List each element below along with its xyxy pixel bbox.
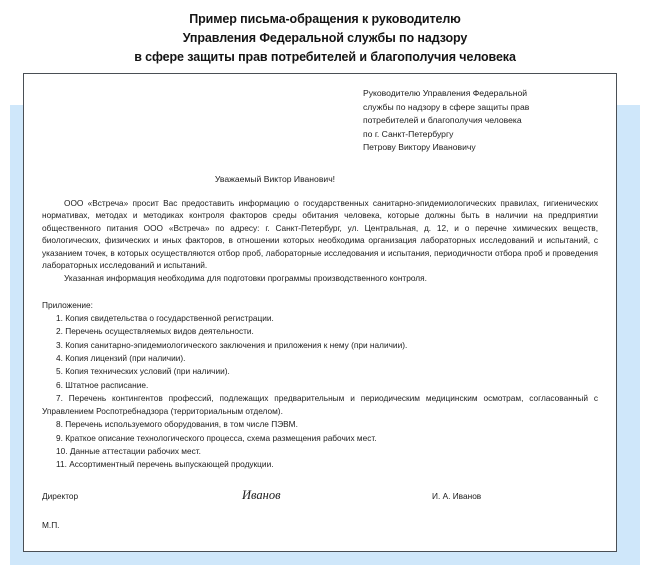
addressee-line-1: Руководителю Управления Федеральной	[363, 88, 528, 98]
attachments-heading: Приложение:	[42, 299, 93, 310]
body-paragraph-2: Указанная информация необходима для подготовки программы производственного контроля.	[64, 273, 427, 284]
attachment-item: 1. Копия свидетельства о государственной регистрации.	[56, 313, 274, 324]
addressee-block	[363, 87, 588, 155]
attachment-item: 6. Штатное расписание.	[56, 379, 149, 390]
attachment-item: 10. Данные аттестации рабочих мест.	[56, 446, 201, 457]
page-title-line-3: в сфере защиты прав потребителей и благополучия человека	[134, 50, 516, 64]
signature-row	[42, 487, 598, 507]
attachment-item: 7. Перечень контингентов профессий, подлежащих предварительным и периодическим медицинским осмотрам, согласованный с Управлением Роспотребнадзора (территориальным отделом).	[42, 392, 598, 417]
addressee-line-3: потребителей и благополучия человека	[363, 115, 522, 126]
stamp-place-note: М.П.	[42, 519, 60, 530]
greeting-line: Уважаемый Виктор Иванович!	[214, 173, 336, 184]
letter-content	[24, 74, 616, 551]
attachment-item: 3. Копия санитарно-эпидемиологического заключения и приложения к нему (при наличии).	[56, 339, 408, 350]
addressee-recipient-name: Петрову Виктору Ивановичу	[363, 142, 476, 153]
attachment-item: 9. Краткое описание технологического процесса, схема размещения рабочих мест.	[56, 432, 377, 443]
addressee-line-4: по г. Санкт-Петербургу	[363, 128, 454, 139]
handwritten-signature: Иванов	[242, 487, 281, 502]
attachment-item: 2. Перечень осуществляемых видов деятельности.	[56, 326, 254, 337]
attachment-item: 8. Перечень используемого оборудования, в том числе ПЭВМ.	[56, 419, 298, 430]
signatory-name: И. А. Иванов	[432, 490, 482, 501]
attachment-item: 11. Ассортиментный перечень выпускающей продукции.	[56, 459, 274, 470]
attachment-item: 4. Копия лицензий (при наличии).	[56, 353, 186, 363]
attachments-block	[42, 299, 598, 472]
body-paragraph-1: ООО «Встреча» просит Вас предоставить информацию о государственных санитарно-эпидемиологических правилах, гигиенических нормативах, методах и методиках контроля факторов среды обитания человека, которые должны быть в наличии на предприятии общественного питания ООО «Встреча» по адресу: г. Санкт-Петербург, ул. Центральная, д. 12, и о перечне химических веществ, биологических, физических и иных факторов, в отношении которых необходима организация лабораторных исследований и испытаний, с указанием точек, в которых осуществляются отбор проб, лабораторные исследования и испытания, периодичности отбора проб и проведения лабораторных исследований и испытаний.	[42, 197, 598, 270]
addressee-line-2: службы по надзору в сфере защиты прав	[363, 101, 530, 112]
page-title	[0, 10, 650, 67]
page-title-line-2: Управления Федеральной службы по надзору	[182, 31, 468, 45]
attachment-item: 5. Копия технических условий (при наличии).	[56, 366, 230, 377]
letter-sheet	[23, 73, 617, 552]
body-block	[42, 197, 598, 285]
signatory-position: Директор	[42, 490, 79, 501]
page-title-line-1: Пример письма-обращения к руководителю	[189, 12, 461, 26]
